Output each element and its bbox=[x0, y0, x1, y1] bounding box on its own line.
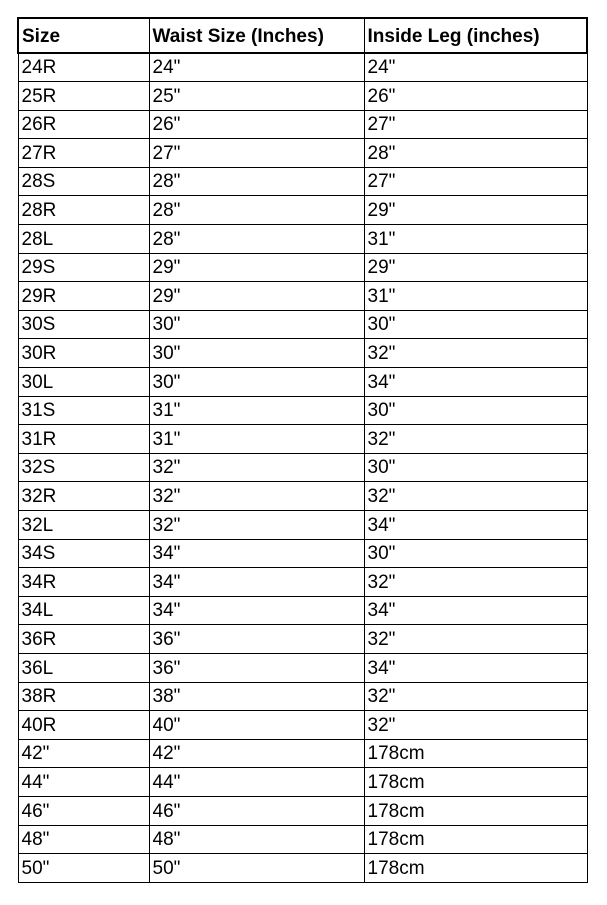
table-row bbox=[18, 139, 587, 168]
cell-size: 36R bbox=[18, 625, 149, 654]
cell-size: 26R bbox=[18, 110, 149, 139]
table-row bbox=[18, 453, 587, 482]
cell-inside-leg: 24" bbox=[364, 53, 587, 82]
table-row bbox=[18, 225, 587, 254]
cell-waist-size: 32" bbox=[149, 482, 364, 511]
table-row bbox=[18, 625, 587, 654]
cell-inside-leg: 31" bbox=[364, 225, 587, 254]
cell-inside-leg: 178cm bbox=[364, 825, 587, 854]
table-row bbox=[18, 653, 587, 682]
cell-waist-size: 30" bbox=[149, 368, 364, 397]
cell-size: 29R bbox=[18, 282, 149, 311]
cell-size: 29S bbox=[18, 253, 149, 282]
table-header bbox=[18, 18, 587, 53]
table-body bbox=[18, 53, 587, 882]
cell-inside-leg: 32" bbox=[364, 482, 587, 511]
header-size: Size bbox=[18, 18, 149, 53]
cell-inside-leg: 29" bbox=[364, 196, 587, 225]
table-row bbox=[18, 167, 587, 196]
cell-waist-size: 25" bbox=[149, 82, 364, 111]
cell-waist-size: 28" bbox=[149, 167, 364, 196]
cell-inside-leg: 32" bbox=[364, 625, 587, 654]
cell-size: 32L bbox=[18, 511, 149, 540]
cell-inside-leg: 34" bbox=[364, 368, 587, 397]
cell-size: 40R bbox=[18, 711, 149, 740]
cell-size: 46" bbox=[18, 796, 149, 825]
table-row bbox=[18, 796, 587, 825]
cell-size: 28R bbox=[18, 196, 149, 225]
cell-inside-leg: 27" bbox=[364, 110, 587, 139]
cell-inside-leg: 178cm bbox=[364, 854, 587, 883]
cell-size: 32S bbox=[18, 453, 149, 482]
table-row bbox=[18, 768, 587, 797]
cell-waist-size: 32" bbox=[149, 453, 364, 482]
table-row bbox=[18, 739, 587, 768]
cell-size: 34L bbox=[18, 596, 149, 625]
cell-waist-size: 29" bbox=[149, 253, 364, 282]
table-row bbox=[18, 425, 587, 454]
cell-size: 38R bbox=[18, 682, 149, 711]
cell-inside-leg: 30" bbox=[364, 396, 587, 425]
table-row bbox=[18, 682, 587, 711]
cell-waist-size: 48" bbox=[149, 825, 364, 854]
table-row bbox=[18, 711, 587, 740]
cell-waist-size: 36" bbox=[149, 653, 364, 682]
cell-size: 30S bbox=[18, 310, 149, 339]
table-row bbox=[18, 396, 587, 425]
cell-size: 28S bbox=[18, 167, 149, 196]
cell-inside-leg: 34" bbox=[364, 653, 587, 682]
cell-size: 30R bbox=[18, 339, 149, 368]
cell-waist-size: 28" bbox=[149, 196, 364, 225]
cell-waist-size: 32" bbox=[149, 511, 364, 540]
cell-size: 28L bbox=[18, 225, 149, 254]
table-row bbox=[18, 110, 587, 139]
table-row bbox=[18, 539, 587, 568]
table-row bbox=[18, 282, 587, 311]
cell-waist-size: 28" bbox=[149, 225, 364, 254]
cell-inside-leg: 30" bbox=[364, 539, 587, 568]
table-row bbox=[18, 310, 587, 339]
cell-inside-leg: 29" bbox=[364, 253, 587, 282]
cell-inside-leg: 32" bbox=[364, 425, 587, 454]
table-row bbox=[18, 825, 587, 854]
table-row bbox=[18, 196, 587, 225]
table-row bbox=[18, 511, 587, 540]
cell-inside-leg: 32" bbox=[364, 711, 587, 740]
cell-waist-size: 34" bbox=[149, 596, 364, 625]
table-row bbox=[18, 253, 587, 282]
cell-waist-size: 38" bbox=[149, 682, 364, 711]
header-waist-size: Waist Size (Inches) bbox=[149, 18, 364, 53]
cell-inside-leg: 30" bbox=[364, 453, 587, 482]
cell-size: 25R bbox=[18, 82, 149, 111]
cell-inside-leg: 178cm bbox=[364, 739, 587, 768]
table-row bbox=[18, 596, 587, 625]
cell-inside-leg: 34" bbox=[364, 511, 587, 540]
cell-size: 48" bbox=[18, 825, 149, 854]
cell-waist-size: 50" bbox=[149, 854, 364, 883]
cell-waist-size: 31" bbox=[149, 396, 364, 425]
cell-inside-leg: 178cm bbox=[364, 768, 587, 797]
cell-waist-size: 44" bbox=[149, 768, 364, 797]
cell-inside-leg: 32" bbox=[364, 568, 587, 597]
cell-waist-size: 42" bbox=[149, 739, 364, 768]
cell-waist-size: 29" bbox=[149, 282, 364, 311]
cell-waist-size: 34" bbox=[149, 568, 364, 597]
cell-size: 31R bbox=[18, 425, 149, 454]
header-inside-leg: Inside Leg (inches) bbox=[364, 18, 587, 53]
cell-waist-size: 36" bbox=[149, 625, 364, 654]
table-row bbox=[18, 368, 587, 397]
table-row bbox=[18, 568, 587, 597]
cell-size: 36L bbox=[18, 653, 149, 682]
table-row bbox=[18, 53, 587, 82]
cell-size: 50" bbox=[18, 854, 149, 883]
cell-size: 32R bbox=[18, 482, 149, 511]
cell-waist-size: 30" bbox=[149, 339, 364, 368]
cell-size: 31S bbox=[18, 396, 149, 425]
cell-waist-size: 40" bbox=[149, 711, 364, 740]
cell-inside-leg: 178cm bbox=[364, 796, 587, 825]
cell-size: 30L bbox=[18, 368, 149, 397]
cell-size: 42" bbox=[18, 739, 149, 768]
size-chart-table bbox=[17, 17, 588, 883]
cell-inside-leg: 28" bbox=[364, 139, 587, 168]
cell-inside-leg: 32" bbox=[364, 682, 587, 711]
cell-inside-leg: 34" bbox=[364, 596, 587, 625]
table-row bbox=[18, 854, 587, 883]
cell-size: 24R bbox=[18, 53, 149, 82]
table-row bbox=[18, 339, 587, 368]
cell-inside-leg: 32" bbox=[364, 339, 587, 368]
header-row bbox=[18, 18, 587, 53]
cell-waist-size: 34" bbox=[149, 539, 364, 568]
cell-size: 27R bbox=[18, 139, 149, 168]
cell-inside-leg: 27" bbox=[364, 167, 587, 196]
cell-waist-size: 31" bbox=[149, 425, 364, 454]
cell-size: 34S bbox=[18, 539, 149, 568]
cell-waist-size: 26" bbox=[149, 110, 364, 139]
table-row bbox=[18, 482, 587, 511]
table-row bbox=[18, 82, 587, 111]
cell-size: 44" bbox=[18, 768, 149, 797]
cell-inside-leg: 30" bbox=[364, 310, 587, 339]
cell-waist-size: 46" bbox=[149, 796, 364, 825]
cell-waist-size: 24" bbox=[149, 53, 364, 82]
cell-inside-leg: 31" bbox=[364, 282, 587, 311]
cell-inside-leg: 26" bbox=[364, 82, 587, 111]
cell-waist-size: 30" bbox=[149, 310, 364, 339]
cell-size: 34R bbox=[18, 568, 149, 597]
cell-waist-size: 27" bbox=[149, 139, 364, 168]
